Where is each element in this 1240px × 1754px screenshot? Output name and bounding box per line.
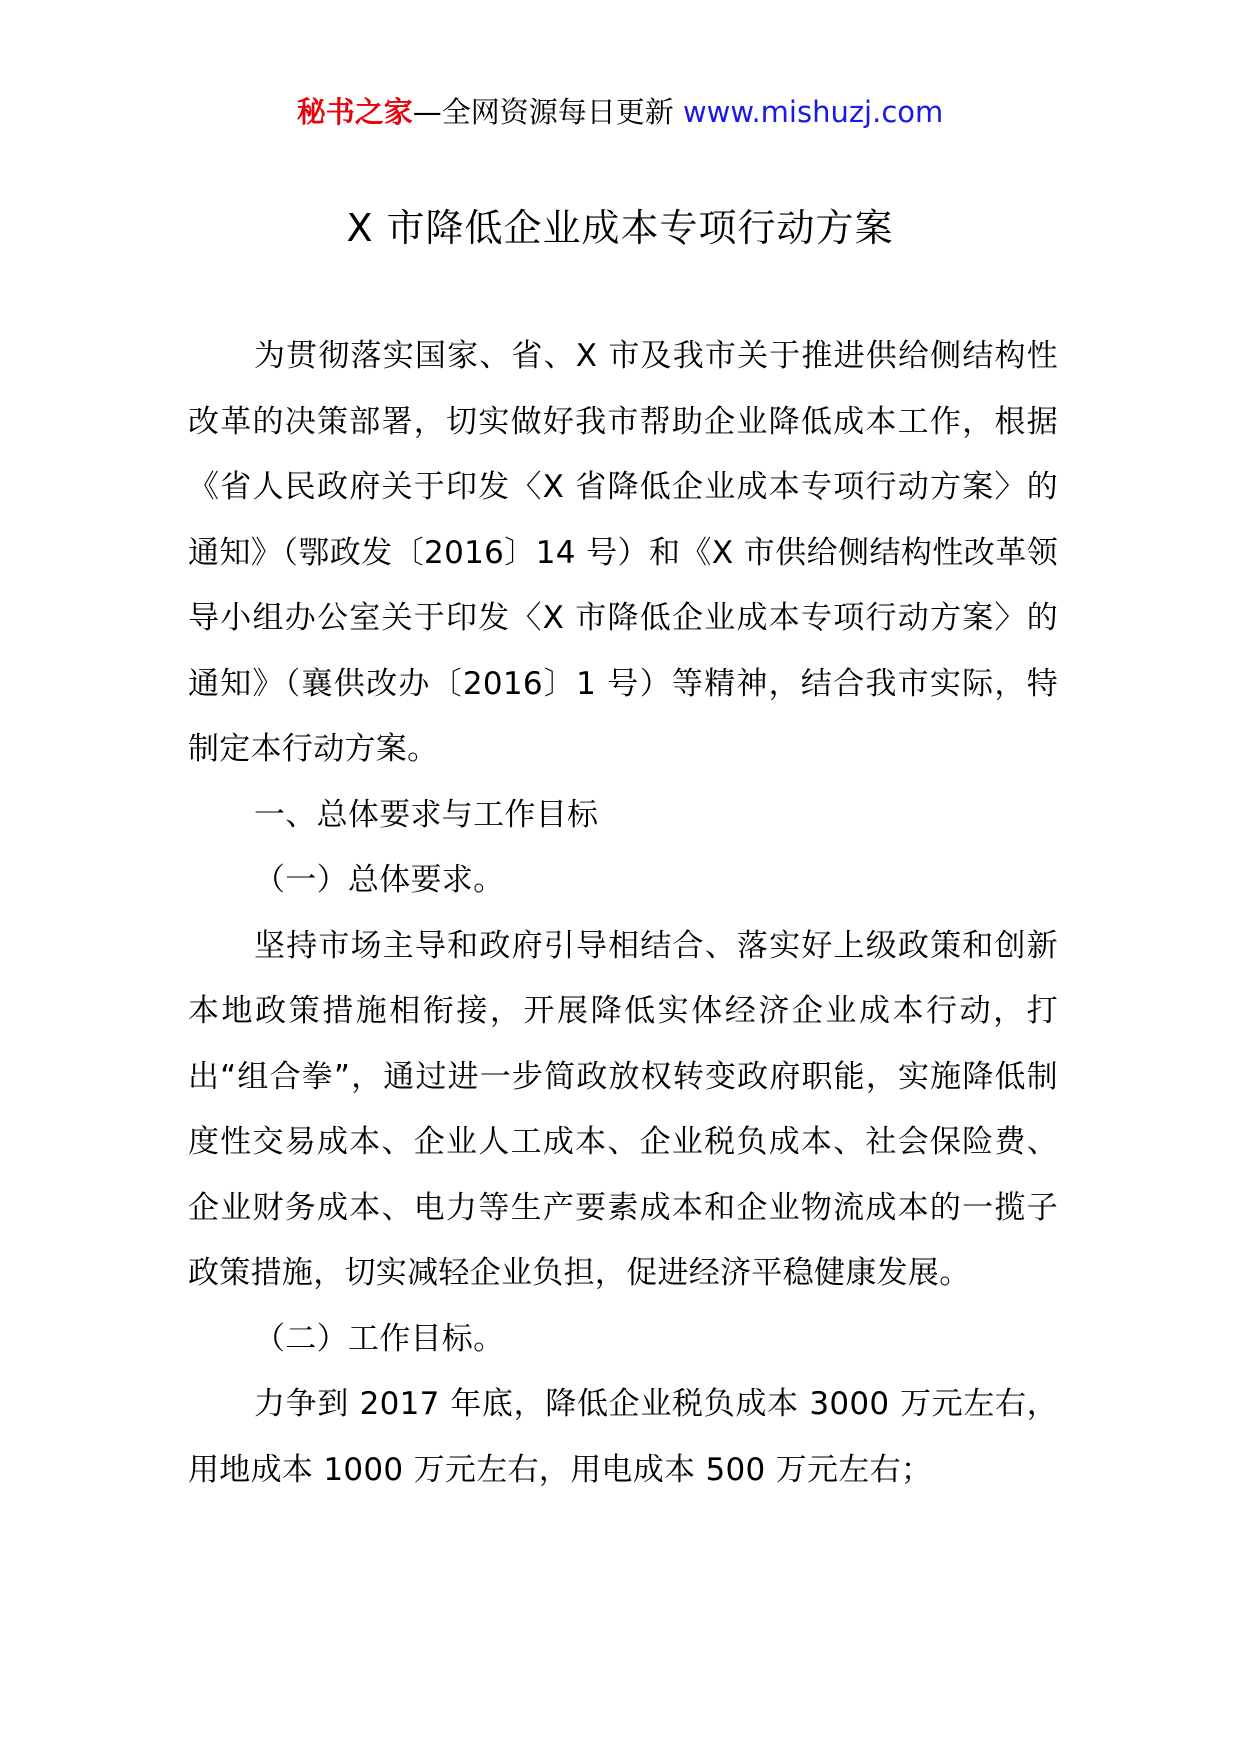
brand-name: 秘书之家 [296,95,413,129]
document-title: X 市降低企业成本专项行动方案 [346,206,894,250]
subsection-heading: （二）工作目标。 [254,1320,505,1357]
document-body [188,324,1058,1503]
goals-paragraph: 力争到 2017 年底，降低企业税负成本 3000 万元左右，用地成本 1000 万元左右，用电成本 500 万元左右； [188,1386,1058,1488]
requirements-paragraph: 坚持市场主导和政府引导相结合、落实好上级政策和创新本地政策措施相衔接，开展降低实体经济企业成本行动，打出“组合拳”，通过进一步简政放权转变政府职能，实施降低制度性交易成本、企业人工成本、企业税负成本、社会保险费、企业财务成本、电力等生产要素成本和企业物流成本的一揽子政策措施，切实减轻企业负担，促进经济平稳健康发展。 [188,927,1058,1291]
banner-slogan: —全网资源每日更新 [412,95,683,129]
intro-paragraph: 为贯彻落实国家、省、X 市及我市关于推进供给侧结构性改革的决策部署，切实做好我市帮助企业降低成本工作，根据《省人民政府关于印发〈X 省降低企业成本专项行动方案〉的通知》（鄂政发〔2016〕14 号）和《X 市供给侧结构性改革领导小组办公室关于印发〈X 市降低企业成本专项行动方案〉的通知》（襄供改办〔2016〕1 号）等精神，结合我市实际，特制定本行动方案。 [188,338,1058,767]
site-url-link[interactable]: www.mishuzj.com [682,95,944,129]
subsection-heading: （一）总体要求。 [254,862,505,898]
site-banner [0,92,1240,132]
section-heading: 一、总体要求与工作目标 [254,796,599,833]
